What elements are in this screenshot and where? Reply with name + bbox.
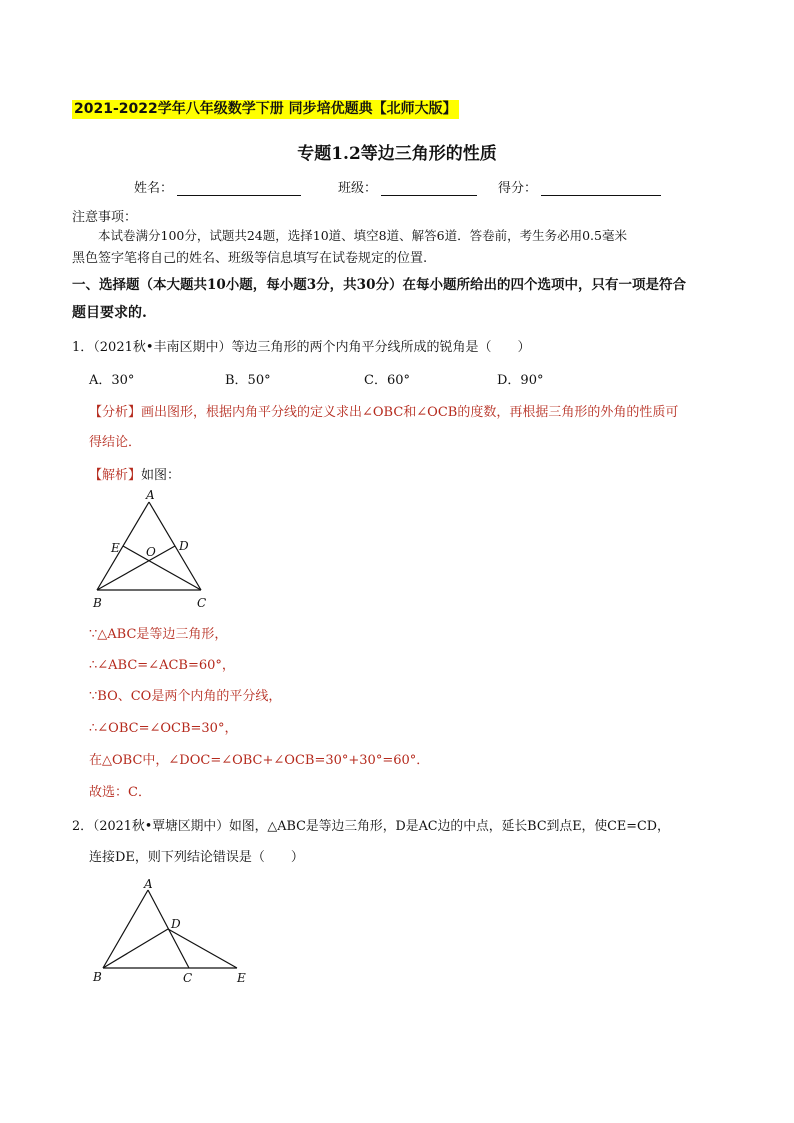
q1-step-5: 在△OBC中，∠DOC=∠OBC+∠OCB=30°+30°=60°．: [89, 753, 430, 768]
q1-label-o: O: [146, 545, 156, 559]
q1-analysis-line-1: 【分析】画出图形，根据内角平分线的定义求出∠OBC和∠OCB的度数，再根据三角形的外角的性质可: [89, 405, 679, 420]
q1-triangle-figure: [88, 486, 218, 614]
q2-label-b: B: [93, 970, 102, 984]
q1-label-d: D: [179, 539, 189, 553]
notice-heading: 注意事项：: [72, 210, 138, 225]
q1-stem: 1．（2021秋•丰南区期中）等边三角形的两个内角平分线所成的锐角是（ ）: [72, 340, 531, 355]
q2-label-d: D: [171, 917, 181, 931]
q1-step-3: ∵BO、CO是两个内角的平分线，: [89, 689, 282, 704]
q1-label-e: E: [111, 541, 120, 555]
q1-label-c: C: [197, 596, 207, 610]
q1-label-a: A: [146, 488, 155, 502]
q1-bisector-ce: [123, 546, 201, 590]
notice-line-1: 本试卷满分100分，试题共24题，选择10道、填空8道、解答6道．答卷前，考生务必用0.5毫米: [98, 228, 627, 243]
q1-option-a: A．30°: [89, 373, 135, 388]
q2-triangle-figure: [88, 874, 258, 990]
q1-option-d: D．90°: [497, 373, 544, 388]
q1-analysis-line-2: 得结论．: [89, 435, 142, 450]
q2-label-e: E: [237, 971, 246, 985]
q1-answer: 故选：C．: [89, 785, 151, 800]
score-label: 得分：: [498, 181, 538, 196]
score-blank: [541, 181, 661, 196]
q2-label-c: C: [183, 971, 193, 985]
q1-option-c: C．60°: [364, 373, 410, 388]
class-field: [338, 177, 477, 196]
name-field: [134, 177, 301, 196]
class-blank: [381, 181, 477, 196]
name-label: 姓名：: [134, 181, 174, 196]
score-field: [498, 177, 661, 196]
q1-label-b: B: [93, 596, 102, 610]
q2-stem-line-1: 2．（2021秋•覃塘区期中）如图，△ABC是等边三角形，D是AC边的中点，延长BC到点E，使CE=CD，: [72, 819, 670, 834]
q1-step-2: ∴∠ABC=∠ACB=60°，: [89, 658, 235, 673]
q1-solution-label: 【解析】: [89, 468, 142, 483]
q1-solution-intro: [89, 464, 180, 483]
q2-label-a: A: [144, 877, 153, 891]
q1-bisector-bd: [97, 546, 175, 590]
section1-line-1: 一、选择题（本大题共10小题，每小题3分，共30分）在每小题所给出的四个选项中，只有一项是符合: [72, 277, 686, 293]
q2-side-ab: [103, 890, 148, 968]
section1-line-2: 题目要求的.: [72, 305, 147, 321]
q1-solution-text: 如图：: [141, 468, 181, 483]
class-label: 班级：: [338, 181, 378, 196]
header-banner: 2021-2022学年八年级数学下册 同步培优题典【北师大版】: [74, 101, 457, 117]
notice-line-2: 黑色签字笔将自己的姓名、班级等信息填写在试卷规定的位置.: [72, 251, 428, 266]
q1-step-4: ∴∠OBC=∠OCB=30°，: [89, 721, 238, 736]
page-title: 专题1.2等边三角形的性质: [297, 144, 497, 164]
name-blank: [177, 181, 301, 196]
q1-option-b: B．50°: [225, 373, 271, 388]
q2-stem-line-2: 连接DE，则下列结论错误是（ ）: [89, 850, 304, 865]
q1-step-1: ∵△ABC是等边三角形，: [89, 627, 228, 642]
q2-segment-bd: [103, 929, 168, 968]
